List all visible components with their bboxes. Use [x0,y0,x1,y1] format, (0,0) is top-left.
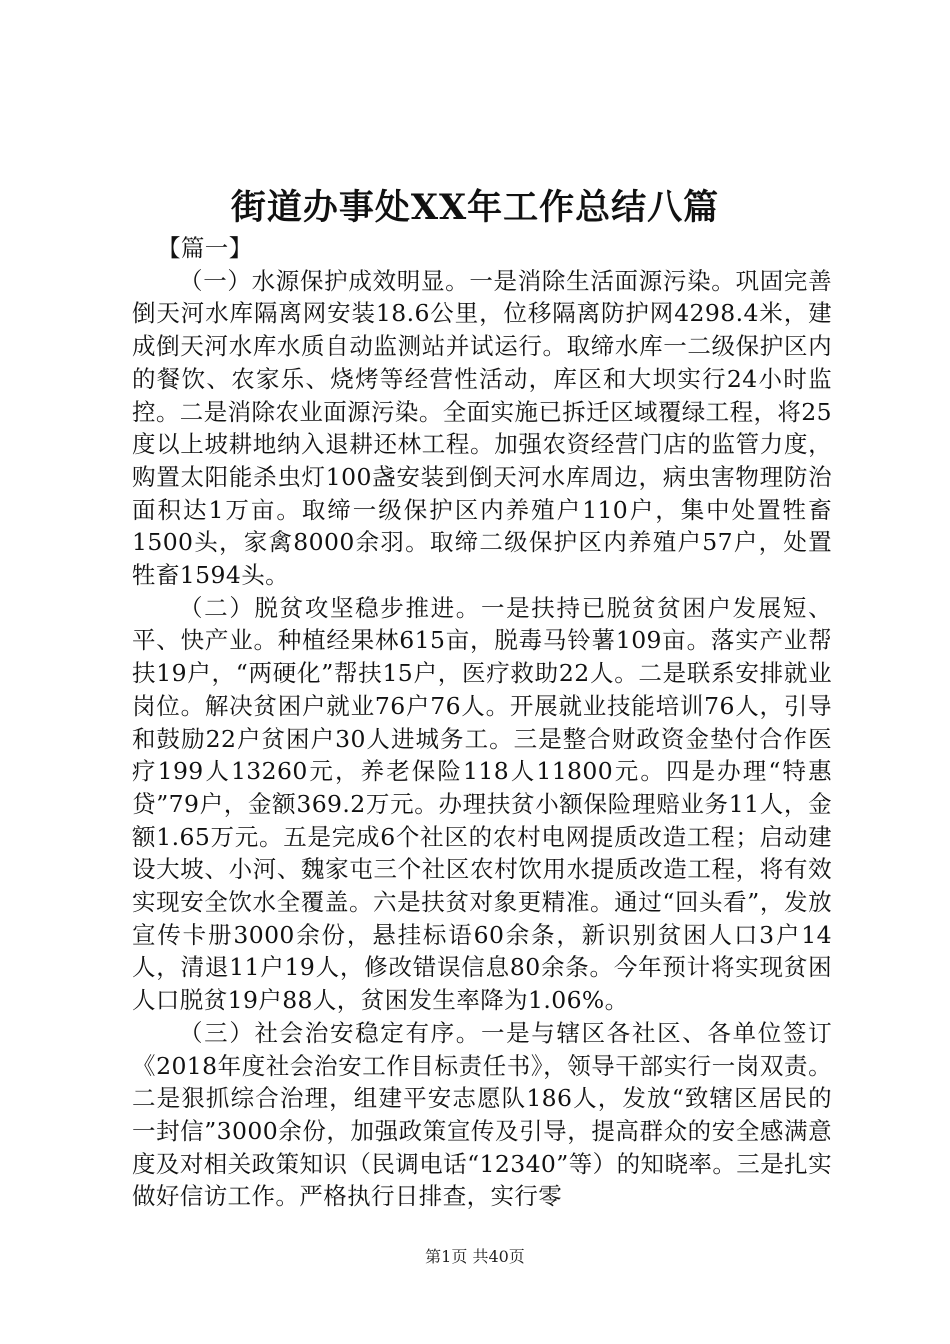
paragraph-poverty-alleviation: （二）脱贫攻坚稳步推进。一是扶持已脱贫贫困户发展短、平、快产业。种植经果林615亩，脱毒马铃薯109亩。落实产业帮扶19户，“两硬化”帮扶15户，医疗救助22人。二是联系安排就业岗位。解决贫困户就业76户76人。开展就业技能培训76人，引导和鼓励22户贫困户30人进城务工。三是整合财政资金垫付合作医疗199人13260元，养老保险118人11800元。四是办理“特惠贷”79户，金额369.2万元。办理扶贫小额保险理赔业务11人，金额1.65万元。五是完成6个社区的农村电网提质改造工程；启动建设大坡、小河、魏家屯三个社区农村饮用水提质改造工程，将有效实现安全饮水全覆盖。六是扶贫对象更精准。通过“回头看”，发放宣传卡册3000余份，悬挂标语60余条，新识别贫困人口3户14人，清退11户19人，修改错误信息80余条。今年预计将实现贫困人口脱贫19户88人，贫困发生率降为1.06%。 [132,593,832,1015]
page-indicator: 第1页 共40页 [425,1247,525,1266]
paragraph-water-protection: （一）水源保护成效明显。一是消除生活面源污染。巩固完善倒天河水库隔离网安装18.6公里，位移隔离防护网4298.4米，建成倒天河水库水质自动监测站并试运行。取缔水库一二级保护区内的餐饮、农家乐、烧烤等经营性活动，库区和大坝实行24小时监控。二是消除农业面源污染。全面实施已拆迁区域覆绿工程，将25度以上坡耕地纳入退耕还林工程。加强农资经营门店的监管力度，购置太阳能杀虫灯100盏安装到倒天河水库周边，病虫害物理防治面积达1万亩。取缔一级保护区内养殖户110户，集中处置牲畜1500头，家禽8000余羽。取缔二级保护区内养殖户57户，处置牲畜1594头。 [132,266,832,590]
section-label: 【篇一】 [157,234,253,262]
document-title: 街道办事处XX年工作总结八篇 [230,187,720,228]
paragraph-public-security: （三）社会治安稳定有序。一是与辖区各社区、各单位签订《2018年度社会治安工作目标责任书》，领导干部实行一岗双责。二是狠抓综合治理，组建平安志愿队186人，发放“致辖区居民的一封信”3000余份，加强政策宣传及引导，提高群众的安全感满意度及对相关政策知识（民调电话“12340”等）的知晓率。三是扎实做好信访工作。严格执行日排查，实行零 [132,1018,832,1211]
page-footer [0,1245,950,1269]
document-body [132,232,832,1213]
